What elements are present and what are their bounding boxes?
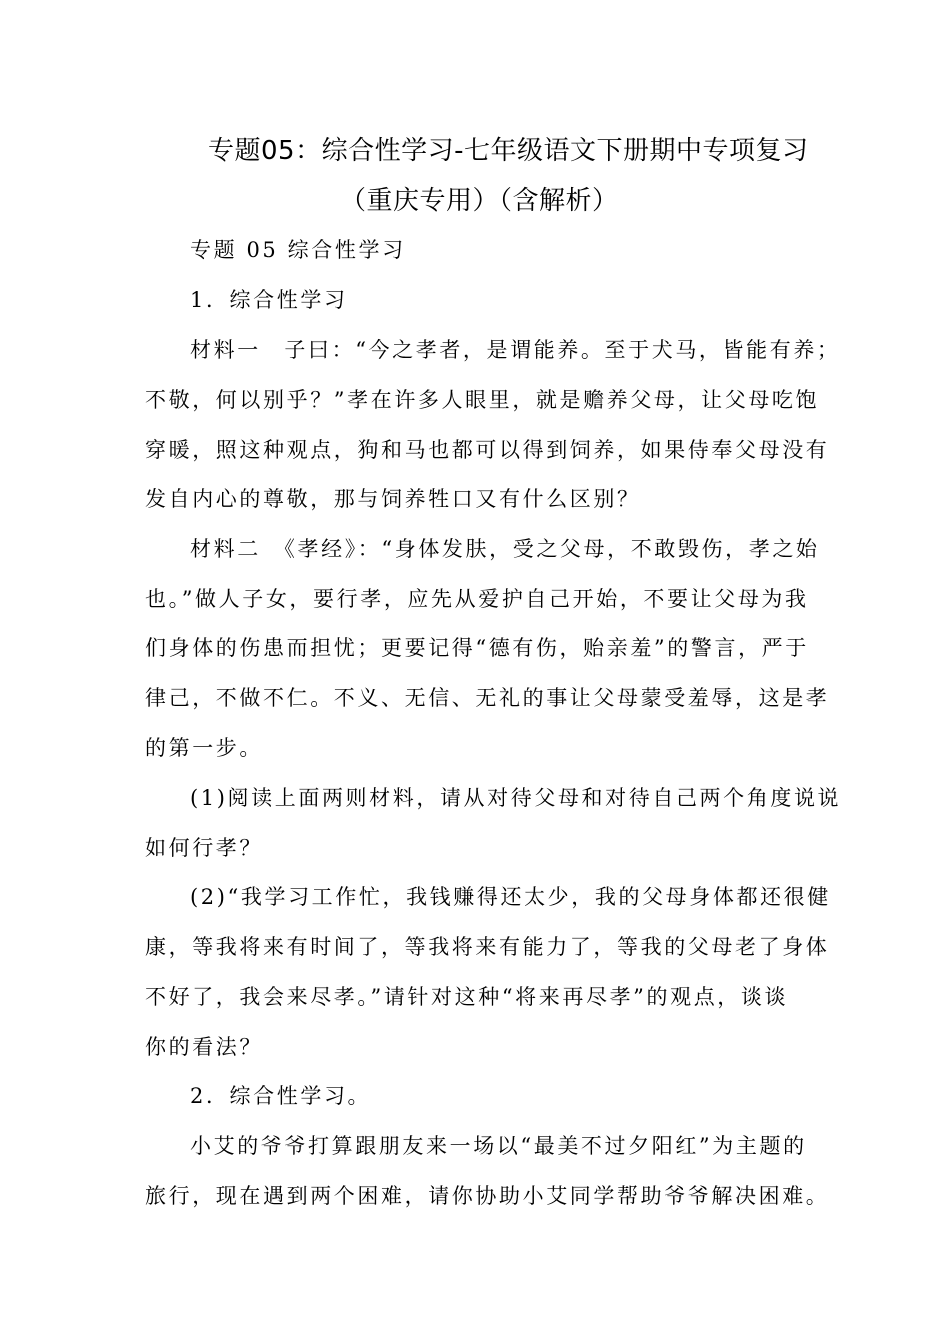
sub-question-1: (1)阅读上面两则材料，请从对待父母和对待自己两个角度说说 (190, 786, 842, 810)
sub-question-2: (2)“我学习工作忙，我钱赚得还太少，我的父母身体都还很健 (190, 885, 831, 909)
paragraph-line: 穿暖，照这种观点，狗和马也都可以得到饲养，如果侍奉父母没有 (145, 438, 830, 462)
sub-question-2-cont: 康，等我将来有时间了，等我将来有能力了，等我的父母老了身体 (145, 935, 830, 959)
paragraph-line: 材料一 子曰：“今之孝者，是谓能养。至于犬马，皆能有养； (190, 338, 841, 362)
paragraph-line: 不敬，何以别乎？”孝在许多人眼里，就是赡养父母，让父母吃饱 (145, 388, 820, 412)
section-heading: 专题 05 综合性学习 (190, 238, 406, 262)
paragraph-line: 发自内心的尊敬，那与饲养牲口又有什么区别？ (145, 487, 641, 511)
question-1-heading: 1．综合性学习 (190, 288, 348, 312)
sub-question-2-cont: 不好了，我会来尽孝。”请针对这种“将来再尽孝”的观点，谈谈 (145, 985, 789, 1009)
paragraph-line: 律己，不做不仁。不义、无信、无礼的事让父母蒙受羞辱，这是孝 (145, 686, 830, 710)
paragraph-line: 小艾的爷爷打算跟朋友来一场以“最美不过夕阳红”为主题的 (190, 1134, 807, 1158)
paragraph-line: 的第一步。 (145, 736, 263, 760)
document-title-line-2: （重庆专用）（含解析） (340, 186, 619, 216)
paragraph-line: 们身体的伤患而担忧；更要记得“德有伤，贻亲羞”的警言，严于 (145, 636, 809, 660)
question-2-heading: 2．综合性学习。 (190, 1084, 372, 1108)
sub-question-2-cont: 你的看法？ (145, 1035, 263, 1059)
paragraph-line: 也。”做人子女，要行孝，应先从爱护自己开始，不要让父母为我 (145, 587, 809, 611)
paragraph-line: 旅行，现在遇到两个困难，请你协助小艾同学帮助爷爷解决困难。 (145, 1184, 830, 1208)
document-title-line-1: 专题05：综合性学习-七年级语文下册期中专项复习 (208, 136, 809, 166)
sub-question-1-cont: 如何行孝？ (145, 836, 263, 860)
paragraph-line: 材料二 《孝经》：“身体发肤，受之父母，不敢毁伤，孝之始 (190, 537, 820, 561)
